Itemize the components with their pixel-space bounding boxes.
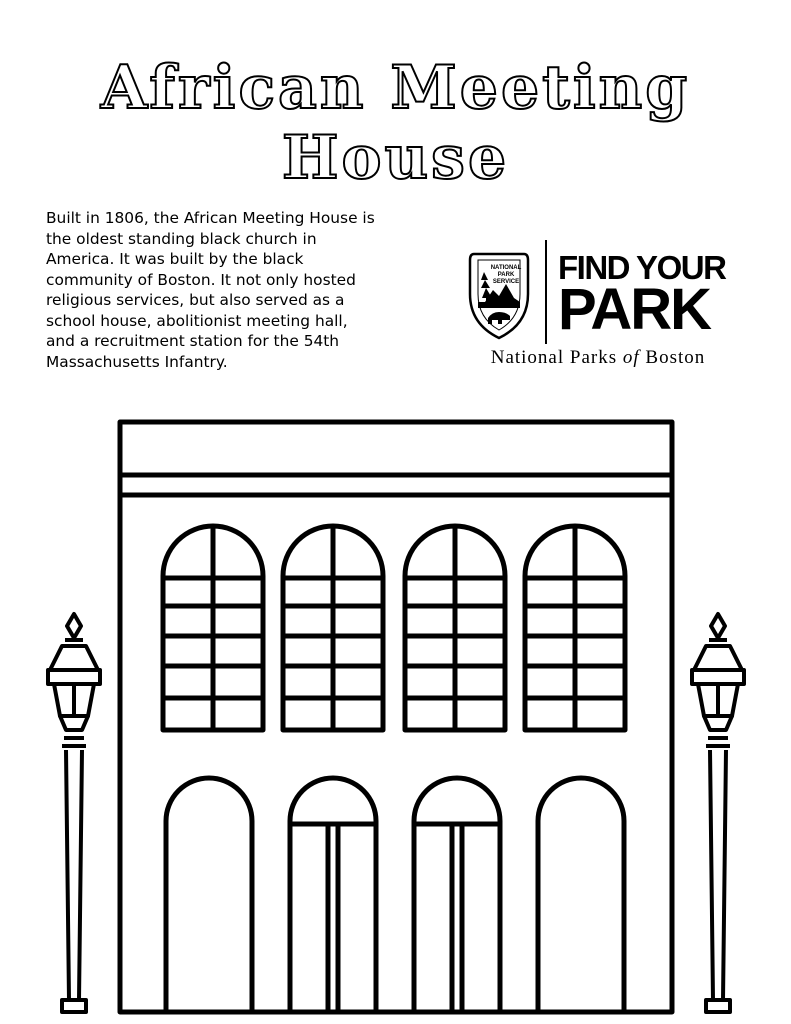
lower-opening-3 [414, 778, 500, 1012]
lower-opening-2 [290, 778, 376, 1012]
find-your-park-logo [466, 232, 726, 372]
caption-of: of [622, 347, 640, 368]
find-your-text: FIND YOUR [558, 249, 726, 286]
upper-windows [163, 526, 625, 730]
emblem-line-1: NATIONAL [490, 265, 522, 271]
page-title-line-1: African Meeting [100, 53, 691, 123]
building-facade [120, 422, 672, 1012]
nps-arrowhead-icon [466, 250, 532, 340]
caption-post: Boston [639, 347, 706, 368]
upper-window-3 [405, 526, 505, 730]
meeting-house-illustration [0, 400, 791, 1024]
intro-paragraph: Built in 1806, the African Meeting House is the oldest standing black church in America. It was built by the black community of Boston. It not only hosted religious services, but also served as a school house, abolitionist meeting hall, and a recruitment station for the 54th Massachusetts Infantry. [46, 209, 375, 371]
upper-window-2 [283, 526, 383, 730]
park-text: PARK [558, 277, 711, 342]
upper-window-4 [525, 526, 625, 730]
lower-opening-1 [166, 778, 252, 1012]
lamp-post-1 [48, 614, 100, 1012]
emblem-line-2: PARK [497, 272, 515, 278]
logo-divider [545, 240, 547, 344]
lower-openings [166, 778, 624, 1012]
caption-pre: National Parks [490, 347, 623, 368]
lower-opening-4 [538, 778, 624, 1012]
national-parks-of-boston-caption [470, 347, 726, 369]
upper-window-1 [163, 526, 263, 730]
lamp-post-2 [692, 614, 744, 1012]
page-title-line-2: House [281, 123, 510, 193]
emblem-line-3: SERVICE [492, 279, 520, 285]
lamp-posts [48, 614, 744, 1012]
